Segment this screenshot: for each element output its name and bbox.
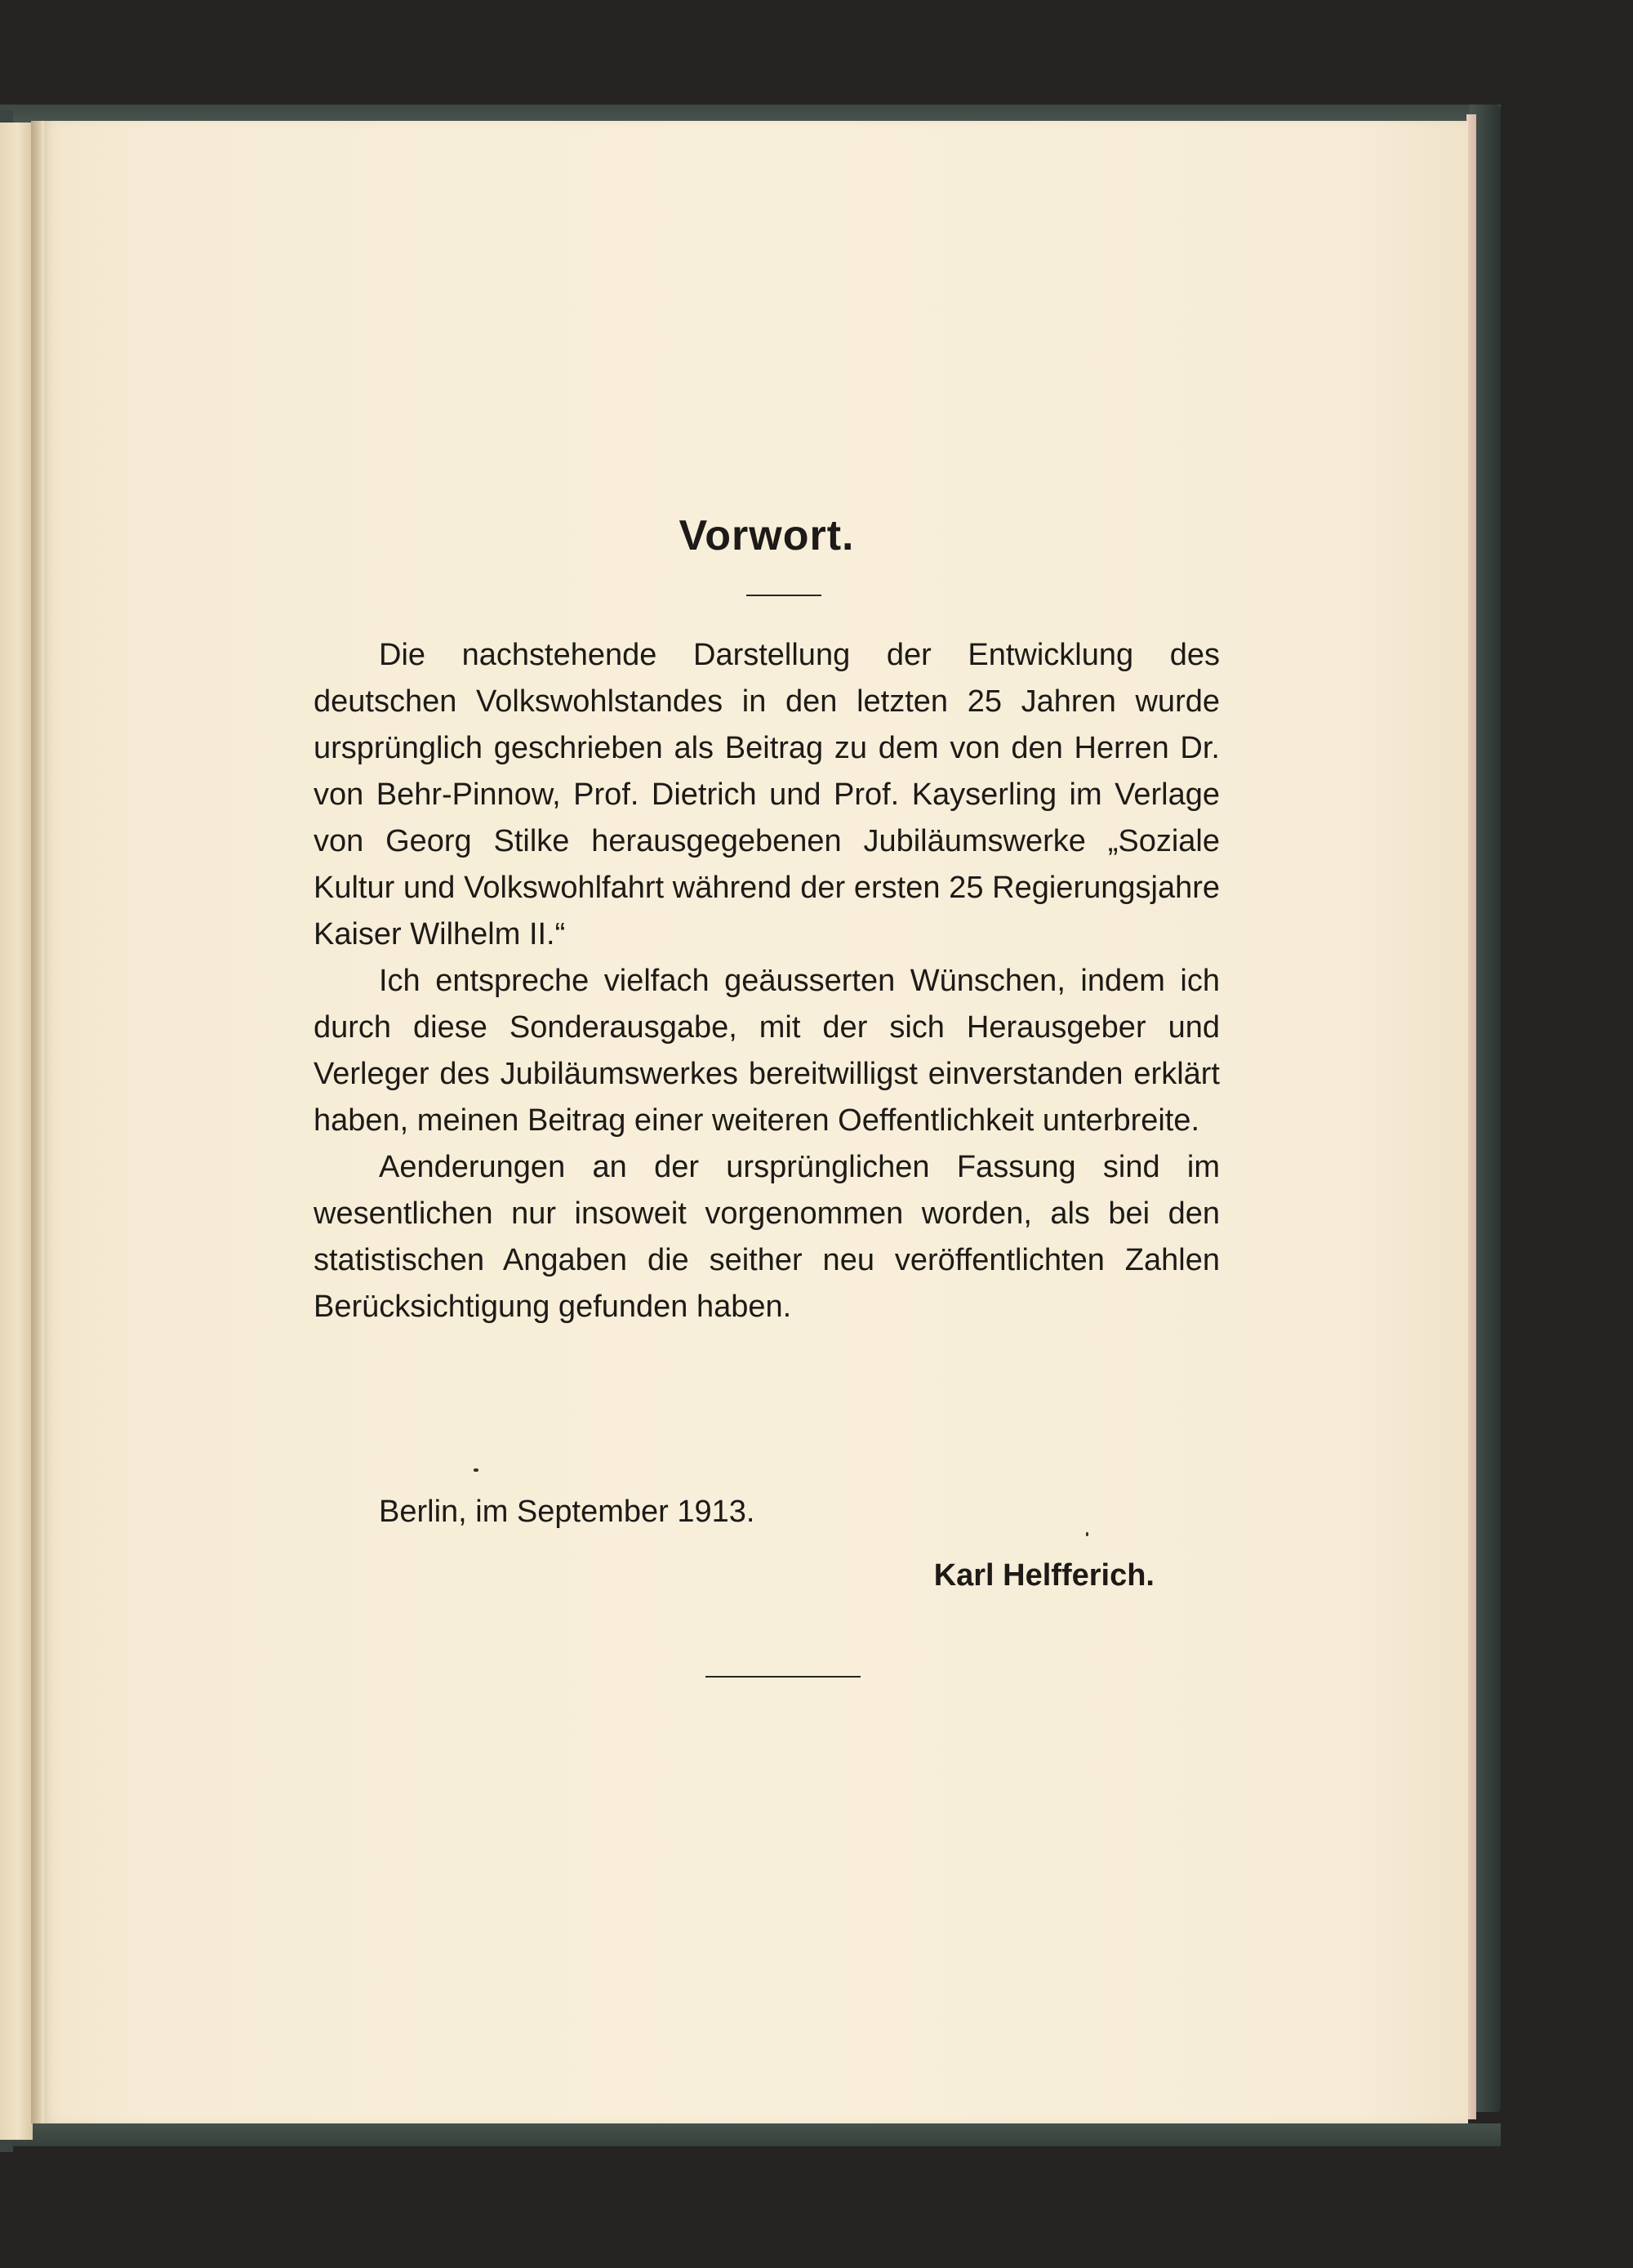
cover-bottom-edge	[0, 2123, 1501, 2146]
page-title: Vorwort.	[679, 512, 855, 559]
closing-divider	[705, 1676, 861, 1678]
paragraph-1: Die nachstehende Darstellung der Entwicklung des deutschen Volkswohlstandes in den letzten 25 Jahren wurde ursprünglich geschrieben als Beitrag zu dem von den Herren Dr. von Behr-Pinnow, Prof. Dietrich und Prof. Kayserling im Verlage von Georg Stilke herausgegebenen Jubiläumswerke „Soziale Kultur und Volkswohlfahrt während der ersten 25 Regierungsjahre Kaiser Wilhelm II.“	[314, 638, 1220, 951]
paragraph-3: Aenderungen an der ursprünglichen Fassung sind im wesentlichen nur insoweit vorgenommen worden, als bei den statistischen Angaben die seither neu veröffentlichten Zahlen Berücksichtigung gefunden haben.	[314, 1150, 1220, 1324]
title-divider	[746, 595, 821, 596]
signature: Karl Helfferich.	[933, 1558, 1155, 1593]
left-facing-page	[0, 123, 33, 2140]
page	[41, 121, 1468, 2123]
ink-speck	[1086, 1532, 1088, 1536]
body-text	[314, 632, 1220, 1330]
place-date: Berlin, im September 1913.	[379, 1495, 755, 1529]
paragraph-2: Ich entspreche vielfach geäusserten Wünschen, indem ich durch diese Sonderausgabe, mit der sich Herausgeber und Verleger des Jubiläumswerkes bereitwilligst einverstanden erklärt haben, meinen Beitrag einer weiteren Oeffentlichkeit unterbreite.	[314, 964, 1220, 1138]
ink-speck	[474, 1468, 478, 1472]
page-gutter	[31, 121, 44, 2123]
